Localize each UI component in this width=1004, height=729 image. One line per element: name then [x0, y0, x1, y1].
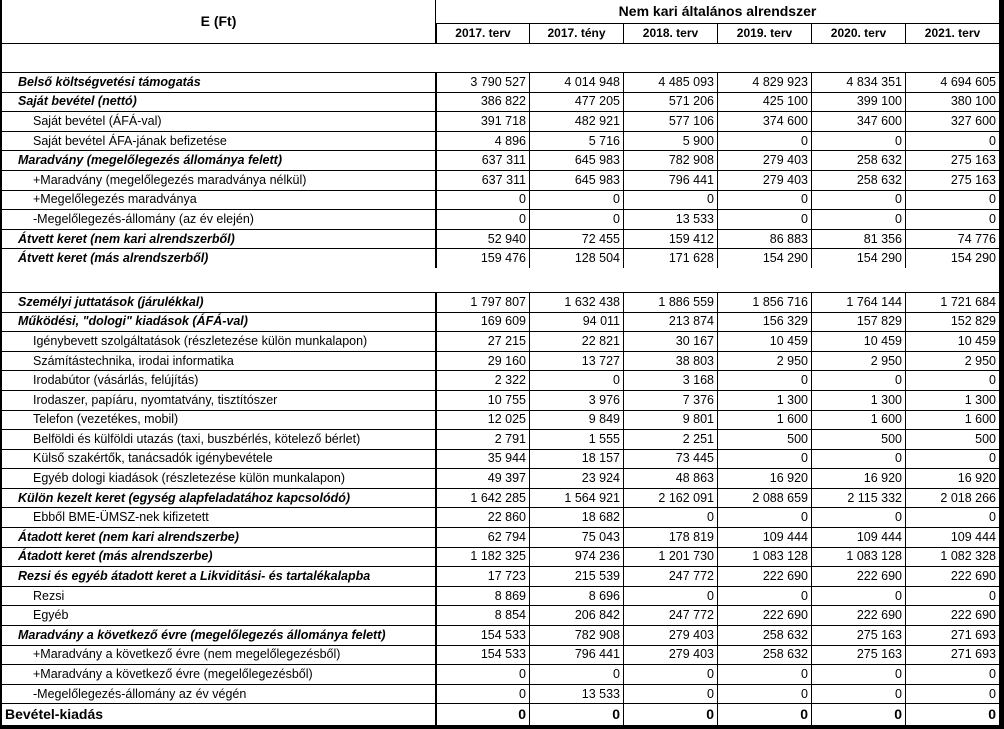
row-value: 500 — [811, 429, 905, 449]
row-value: 9 801 — [623, 410, 717, 430]
row-value: 1 600 — [905, 410, 999, 430]
row-value: 171 628 — [623, 248, 717, 268]
row-value: 222 690 — [811, 566, 905, 586]
table-row — [2, 507, 999, 527]
row-label: Egyéb dologi kiadások (részletezése külön munkalapon) — [2, 468, 436, 488]
total-label: Bevétel-kiadás — [2, 703, 436, 725]
row-value: 10 755 — [436, 390, 529, 410]
row-label: Irodaszer, papíáru, nyomtatvány, tisztítószer — [2, 390, 436, 410]
row-label: Átadott keret (nem kari alrendszerbe) — [2, 527, 436, 547]
table-row — [2, 92, 999, 112]
row-value: 1 300 — [811, 390, 905, 410]
row-value: 0 — [905, 507, 999, 527]
row-value: 500 — [905, 429, 999, 449]
row-value: 645 983 — [529, 150, 623, 170]
row-value: 1 564 921 — [529, 488, 623, 508]
row-value: 1 721 684 — [905, 292, 999, 312]
row-value: 0 — [811, 209, 905, 229]
row-value: 3 790 527 — [436, 72, 529, 92]
row-value: 275 163 — [905, 170, 999, 190]
row-value: 156 329 — [717, 312, 811, 332]
row-value: 13 727 — [529, 351, 623, 371]
table-row — [2, 190, 999, 210]
row-label: +Megelőlegezés maradványa — [2, 190, 436, 210]
row-value: 0 — [811, 684, 905, 704]
row-value: 5 900 — [623, 131, 717, 151]
table-row — [2, 429, 999, 449]
table-row — [2, 351, 999, 371]
row-value: 13 533 — [529, 684, 623, 704]
row-value: 222 690 — [717, 566, 811, 586]
row-value: 645 983 — [529, 170, 623, 190]
total-value: 0 — [905, 703, 999, 725]
row-value: 1 886 559 — [623, 292, 717, 312]
row-label: Belső költségvetési támogatás — [2, 72, 436, 92]
row-value: 1 555 — [529, 429, 623, 449]
row-value: 154 533 — [436, 645, 529, 665]
row-value: 18 682 — [529, 507, 623, 527]
table-row — [2, 547, 999, 567]
row-value: 222 690 — [905, 566, 999, 586]
row-value: 0 — [905, 586, 999, 606]
table-row — [2, 625, 999, 645]
row-label: Telefon (vezetékes, mobil) — [2, 410, 436, 430]
total-value: 0 — [623, 703, 717, 725]
row-value: 0 — [811, 664, 905, 684]
row-label: Maradvány a következő évre (megelőlegezés állománya felett) — [2, 625, 436, 645]
row-value: 4 014 948 — [529, 72, 623, 92]
row-value: 1 201 730 — [623, 547, 717, 567]
table-row — [2, 645, 999, 665]
row-value: 1 600 — [811, 410, 905, 430]
row-value: 152 829 — [905, 312, 999, 332]
row-value: 1 856 716 — [717, 292, 811, 312]
row-value: 159 476 — [436, 248, 529, 268]
row-value: 374 600 — [717, 111, 811, 131]
row-value: 222 690 — [811, 605, 905, 625]
row-value: 974 236 — [529, 547, 623, 567]
row-value: 3 976 — [529, 390, 623, 410]
total-value: 0 — [436, 703, 529, 725]
row-value: 0 — [436, 664, 529, 684]
row-value: 81 356 — [811, 229, 905, 249]
row-value: 271 693 — [905, 625, 999, 645]
row-value: 0 — [529, 370, 623, 390]
row-value: 0 — [717, 131, 811, 151]
row-value: 1 632 438 — [529, 292, 623, 312]
row-label: Rezsi és egyéb átadott keret a Likviditási- és tartalékalapba — [2, 566, 436, 586]
row-value: 0 — [905, 449, 999, 469]
row-value: 386 822 — [436, 92, 529, 112]
row-value: 109 444 — [905, 527, 999, 547]
row-value: 157 829 — [811, 312, 905, 332]
row-value: 35 944 — [436, 449, 529, 469]
row-value: 215 539 — [529, 566, 623, 586]
column-header: 2021. terv — [905, 24, 999, 44]
column-header: 2017. tény — [529, 24, 623, 44]
row-value: 0 — [905, 209, 999, 229]
row-value: 1 082 328 — [905, 547, 999, 567]
row-value: 0 — [811, 449, 905, 469]
row-value: 258 632 — [811, 170, 905, 190]
row-label: Saját bevétel (ÁFÁ-val) — [2, 111, 436, 131]
row-value: 10 459 — [905, 331, 999, 351]
row-value: 206 842 — [529, 605, 623, 625]
row-label: Személyi juttatások (járulékkal) — [2, 292, 436, 312]
row-value: 154 533 — [436, 625, 529, 645]
row-value: 1 182 325 — [436, 547, 529, 567]
row-value: 1 300 — [905, 390, 999, 410]
row-label: Saját bevétel ÁFA-jának befizetése — [2, 131, 436, 151]
row-value: 8 696 — [529, 586, 623, 606]
row-value: 0 — [436, 684, 529, 704]
table-row — [2, 292, 999, 312]
total-value: 0 — [717, 703, 811, 725]
row-value: 109 444 — [717, 527, 811, 547]
row-label: Egyéb — [2, 605, 436, 625]
row-label: Átvett keret (nem kari alrendszerből) — [2, 229, 436, 249]
table-row — [2, 488, 999, 508]
row-value: 0 — [623, 190, 717, 210]
total-value: 0 — [529, 703, 623, 725]
row-label: Külső szakértők, tanácsadók igénybevétele — [2, 449, 436, 469]
row-value: 0 — [811, 190, 905, 210]
group-label: Nem kari általános alrendszer — [436, 0, 999, 24]
row-value: 1 083 128 — [811, 547, 905, 567]
table-row — [2, 664, 999, 684]
row-value: 213 874 — [623, 312, 717, 332]
row-label: +Maradvány a következő évre (nem megelőlegezésből) — [2, 645, 436, 665]
row-value: 52 940 — [436, 229, 529, 249]
row-label: Saját bevétel (nettó) — [2, 92, 436, 112]
row-value: 10 459 — [717, 331, 811, 351]
row-value: 275 163 — [811, 645, 905, 665]
row-value: 1 797 807 — [436, 292, 529, 312]
row-value: 0 — [905, 190, 999, 210]
row-value: 74 776 — [905, 229, 999, 249]
row-value: 86 883 — [717, 229, 811, 249]
row-value: 72 455 — [529, 229, 623, 249]
table-row — [2, 370, 999, 390]
row-value: 577 106 — [623, 111, 717, 131]
column-header: 2019. terv — [717, 24, 811, 44]
spacer-row — [2, 44, 999, 72]
row-value: 12 025 — [436, 410, 529, 430]
row-value: 637 311 — [436, 150, 529, 170]
row-value: 0 — [811, 586, 905, 606]
row-value: 1 300 — [717, 390, 811, 410]
row-value: 279 403 — [717, 170, 811, 190]
row-value: 1 083 128 — [717, 547, 811, 567]
row-label: Számítástechnika, irodai informatika — [2, 351, 436, 371]
row-value: 279 403 — [623, 645, 717, 665]
row-value: 247 772 — [623, 605, 717, 625]
row-value: 154 290 — [717, 248, 811, 268]
row-value: 222 690 — [717, 605, 811, 625]
spacer-row — [2, 268, 999, 292]
row-value: 4 829 923 — [717, 72, 811, 92]
row-value: 16 920 — [811, 468, 905, 488]
row-value: 399 100 — [811, 92, 905, 112]
row-label: Átvett keret (más alrendszerből) — [2, 248, 436, 268]
row-value: 0 — [811, 507, 905, 527]
row-value: 782 908 — [529, 625, 623, 645]
table-row — [2, 586, 999, 606]
row-value: 9 849 — [529, 410, 623, 430]
row-value: 27 215 — [436, 331, 529, 351]
column-header: 2020. terv — [811, 24, 905, 44]
row-value: 247 772 — [623, 566, 717, 586]
row-value: 327 600 — [905, 111, 999, 131]
row-value: 1 764 144 — [811, 292, 905, 312]
row-value: 109 444 — [811, 527, 905, 547]
row-value: 796 441 — [623, 170, 717, 190]
row-value: 1 642 285 — [436, 488, 529, 508]
row-value: 22 821 — [529, 331, 623, 351]
row-value: 380 100 — [905, 92, 999, 112]
row-value: 3 168 — [623, 370, 717, 390]
row-label: Ebből BME-ÜMSZ-nek kifizetett — [2, 507, 436, 527]
row-value: 29 160 — [436, 351, 529, 371]
row-value: 425 100 — [717, 92, 811, 112]
row-value: 271 693 — [905, 645, 999, 665]
row-value: 7 376 — [623, 390, 717, 410]
row-value: 10 459 — [811, 331, 905, 351]
row-value: 2 018 266 — [905, 488, 999, 508]
row-value: 2 950 — [717, 351, 811, 371]
row-value: 30 167 — [623, 331, 717, 351]
row-value: 258 632 — [717, 625, 811, 645]
table-row — [2, 390, 999, 410]
row-value: 2 791 — [436, 429, 529, 449]
row-value: 2 251 — [623, 429, 717, 449]
row-value: 482 921 — [529, 111, 623, 131]
table-row — [2, 72, 999, 92]
row-value: 0 — [811, 131, 905, 151]
row-value: 571 206 — [623, 92, 717, 112]
row-value: 178 819 — [623, 527, 717, 547]
row-value: 94 011 — [529, 312, 623, 332]
row-value: 22 860 — [436, 507, 529, 527]
row-value: 258 632 — [717, 645, 811, 665]
row-value: 279 403 — [623, 625, 717, 645]
row-value: 159 412 — [623, 229, 717, 249]
table-row — [2, 150, 999, 170]
total-row — [2, 703, 999, 725]
row-value: 275 163 — [811, 625, 905, 645]
row-value: 0 — [717, 664, 811, 684]
row-value: 0 — [529, 664, 623, 684]
row-value: 0 — [623, 586, 717, 606]
table-row — [2, 131, 999, 151]
row-value: 17 723 — [436, 566, 529, 586]
row-value: 38 803 — [623, 351, 717, 371]
column-header: 2018. terv — [623, 24, 717, 44]
row-value: 258 632 — [811, 150, 905, 170]
row-value: 0 — [436, 190, 529, 210]
column-header: 2017. terv — [436, 24, 529, 44]
table-row — [2, 449, 999, 469]
row-value: 2 115 332 — [811, 488, 905, 508]
row-label: Rezsi — [2, 586, 436, 606]
total-value: 0 — [811, 703, 905, 725]
row-value: 347 600 — [811, 111, 905, 131]
row-value: 2 950 — [905, 351, 999, 371]
row-value: 0 — [905, 664, 999, 684]
row-value: 4 896 — [436, 131, 529, 151]
row-value: 0 — [623, 684, 717, 704]
row-value: 2 088 659 — [717, 488, 811, 508]
table-row — [2, 312, 999, 332]
table-row — [2, 605, 999, 625]
table-row — [2, 684, 999, 704]
row-value: 2 322 — [436, 370, 529, 390]
table-row — [2, 566, 999, 586]
table-row — [2, 410, 999, 430]
row-value: 0 — [811, 370, 905, 390]
row-value: 73 445 — [623, 449, 717, 469]
row-value: 1 600 — [717, 410, 811, 430]
table-row — [2, 229, 999, 249]
table-row — [2, 331, 999, 351]
row-value: 0 — [623, 507, 717, 527]
row-label: Irodabútor (vásárlás, felújítás) — [2, 370, 436, 390]
row-label: Külön kezelt keret (egység alapfeladatához kapcsolódó) — [2, 488, 436, 508]
row-value: 782 908 — [623, 150, 717, 170]
row-value: 796 441 — [529, 645, 623, 665]
row-value: 0 — [717, 449, 811, 469]
row-value: 48 863 — [623, 468, 717, 488]
row-label: Átadott keret (más alrendszerbe) — [2, 547, 436, 567]
table-row — [2, 248, 999, 268]
row-value: 128 504 — [529, 248, 623, 268]
row-label: +Maradvány (megelőlegezés maradványa nélkül) — [2, 170, 436, 190]
row-value: 13 533 — [623, 209, 717, 229]
row-label: Működési, "dologi" kiadások (ÁFÁ-val) — [2, 312, 436, 332]
row-value: 4 485 093 — [623, 72, 717, 92]
row-value: 0 — [717, 370, 811, 390]
row-label: Igénybevett szolgáltatások (részletezése külön munkalapon) — [2, 331, 436, 351]
budget-table — [2, 0, 999, 725]
row-value: 4 694 605 — [905, 72, 999, 92]
row-value: 500 — [717, 429, 811, 449]
row-value: 23 924 — [529, 468, 623, 488]
row-value: 279 403 — [717, 150, 811, 170]
row-value: 0 — [717, 190, 811, 210]
row-value: 16 920 — [905, 468, 999, 488]
row-value: 477 205 — [529, 92, 623, 112]
row-value: 154 290 — [811, 248, 905, 268]
row-label: Belföldi és külföldi utazás (taxi, buszbérlés, kötelező bérlet) — [2, 429, 436, 449]
row-value: 4 834 351 — [811, 72, 905, 92]
row-value: 391 718 — [436, 111, 529, 131]
row-value: 2 162 091 — [623, 488, 717, 508]
row-value: 222 690 — [905, 605, 999, 625]
table-row — [2, 527, 999, 547]
row-value: 154 290 — [905, 248, 999, 268]
row-label: -Megelőlegezés-állomány (az év elején) — [2, 209, 436, 229]
header-row — [2, 0, 999, 24]
row-label: -Megelőlegezés-állomány az év végén — [2, 684, 436, 704]
row-value: 75 043 — [529, 527, 623, 547]
row-value: 0 — [436, 209, 529, 229]
row-label: +Maradvány a következő évre (megelőlegezésből) — [2, 664, 436, 684]
row-value: 0 — [905, 370, 999, 390]
row-value: 8 869 — [436, 586, 529, 606]
row-value: 62 794 — [436, 527, 529, 547]
corner-label: E (Ft) — [2, 0, 436, 44]
row-value: 0 — [529, 190, 623, 210]
row-value: 637 311 — [436, 170, 529, 190]
row-value: 0 — [905, 131, 999, 151]
row-value: 0 — [717, 586, 811, 606]
table-row — [2, 468, 999, 488]
row-value: 2 950 — [811, 351, 905, 371]
row-value: 0 — [905, 684, 999, 704]
row-value: 0 — [623, 664, 717, 684]
row-label: Maradvány (megelőlegezés állománya felett) — [2, 150, 436, 170]
table-row — [2, 111, 999, 131]
row-value: 0 — [717, 684, 811, 704]
row-value: 0 — [717, 507, 811, 527]
row-value: 0 — [717, 209, 811, 229]
table-row — [2, 209, 999, 229]
row-value: 16 920 — [717, 468, 811, 488]
table-row — [2, 170, 999, 190]
row-value: 0 — [529, 209, 623, 229]
row-value: 275 163 — [905, 150, 999, 170]
row-value: 169 609 — [436, 312, 529, 332]
row-value: 49 397 — [436, 468, 529, 488]
row-value: 18 157 — [529, 449, 623, 469]
row-value: 5 716 — [529, 131, 623, 151]
row-value: 8 854 — [436, 605, 529, 625]
